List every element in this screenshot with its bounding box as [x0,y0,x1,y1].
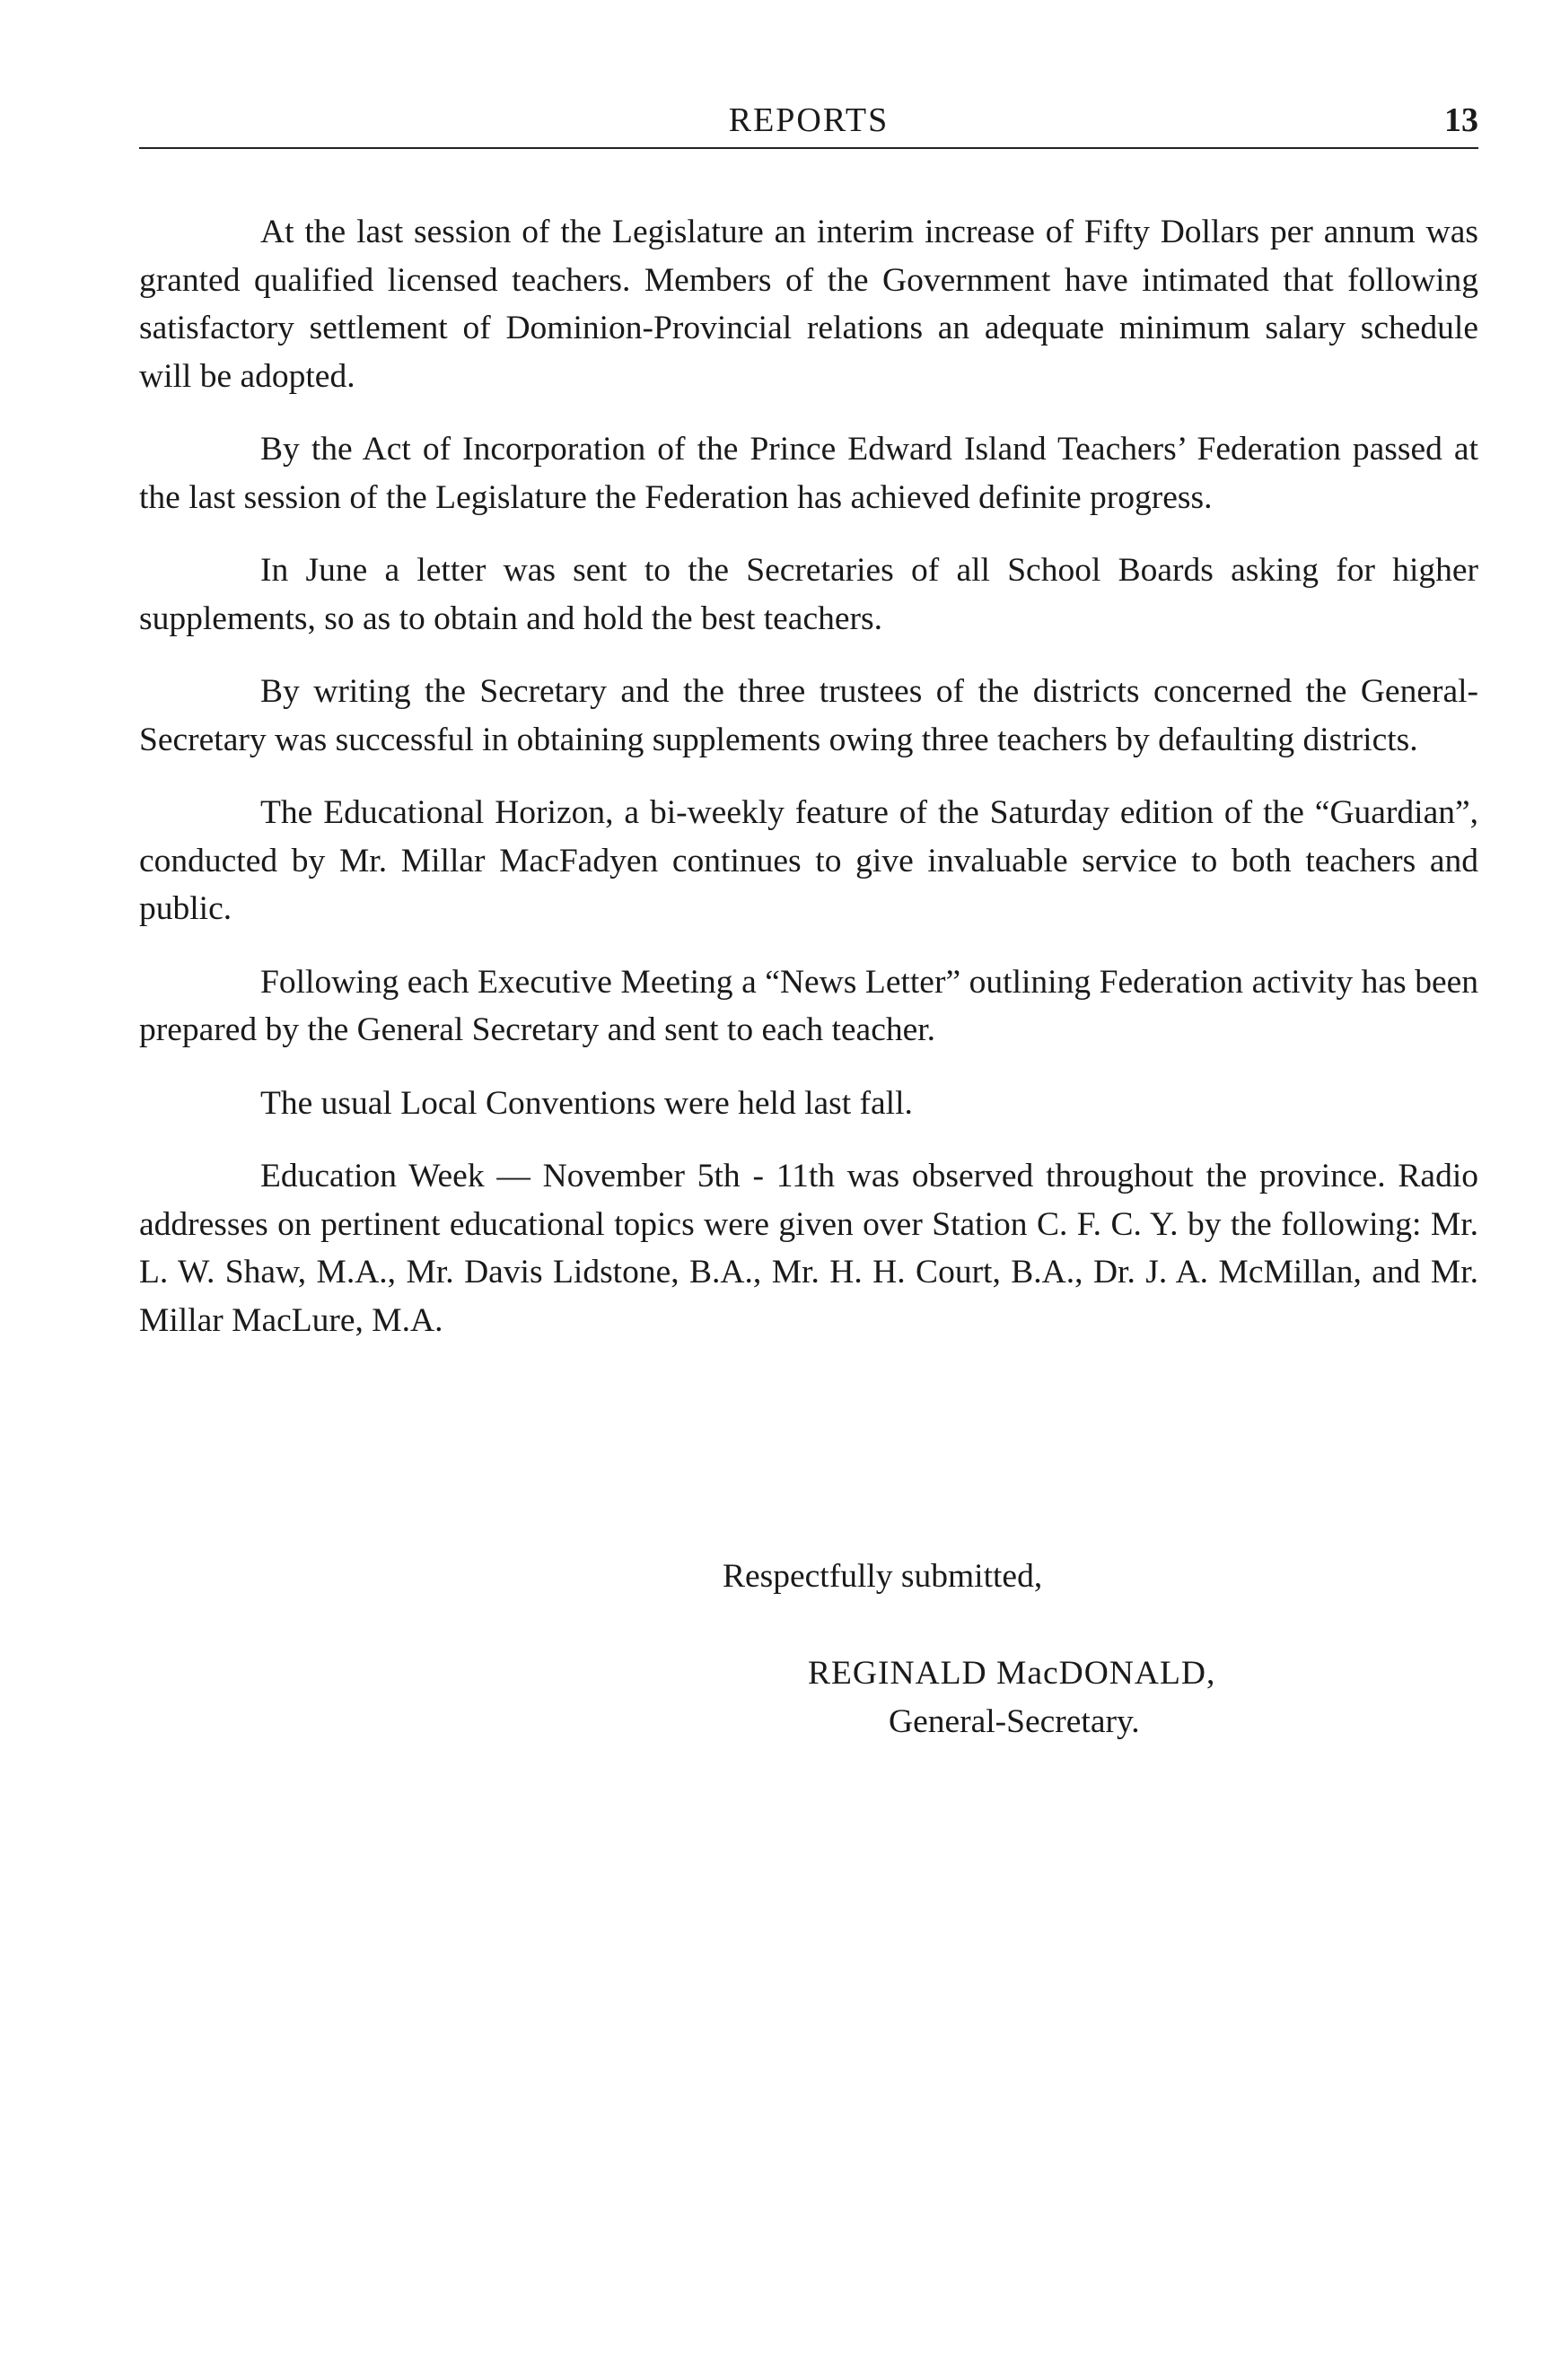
paragraph-news-letter: Following each Executive Meeting a “News Letter” outlining Federation activity has been prepared by the General Secretary and sent to each teacher. [139,963,1478,1048]
paragraph-letter-to-boards: In June a letter was sent to the Secretaries of all School Boards asking for higher supplements, so as to obtain and hold the best teachers. [139,552,1478,637]
page-number: 13 [1444,101,1478,139]
header-rule [139,147,1478,149]
paragraph-supplements: By writing the Secretary and the three trustees of the districts concerned the General-Secretary was successful in obtaining supplements owing three teachers by defaulting districts. [139,673,1478,758]
running-header [139,99,1478,153]
paragraph-act-of-incorporation: By the Act of Incorporation of the Prince Edward Island Teachers’ Federation passed at the last session of the Legislature the Federation has achieved definite progress. [139,431,1478,516]
running-header-title: REPORTS [728,101,890,139]
signatory-name: REGINALD MacDONALD, [808,1655,1216,1692]
valediction: Respectfully submitted, [723,1558,1043,1595]
paragraph-education-week: Education Week — November 5th - 11th was observed throughout the province. Radio addresses on pertinent educational topics were given over Station C. F. C. Y. by the following: Mr. L. W. Shaw, M.A., Mr. Davis Lidstone, B.A., Mr. H. H. Court, B.A., Dr. J. A. McMillan, and Mr. Millar MacLure, M.A. [139,1158,1478,1339]
signatory-title: General-Secretary. [889,1703,1140,1740]
paragraph-educational-horizon: The Educational Horizon, a bi-weekly feature of the Saturday edition of the “Guardian”, conducted by Mr. Millar MacFadyen continues to give invaluable service to both teachers and public. [139,794,1478,927]
paragraph-local-conventions: The usual Local Conventions were held last fall. [260,1084,913,1122]
paragraph-salary-increase: At the last session of the Legislature an interim increase of Fifty Dollars per annum was granted qualified licensed teachers. Members of the Government have intimated that following satisfactory settlement of Dominion-Provincial relations an adequate minimum salary schedule will be adopted. [139,214,1478,395]
report-body [139,208,1478,1369]
